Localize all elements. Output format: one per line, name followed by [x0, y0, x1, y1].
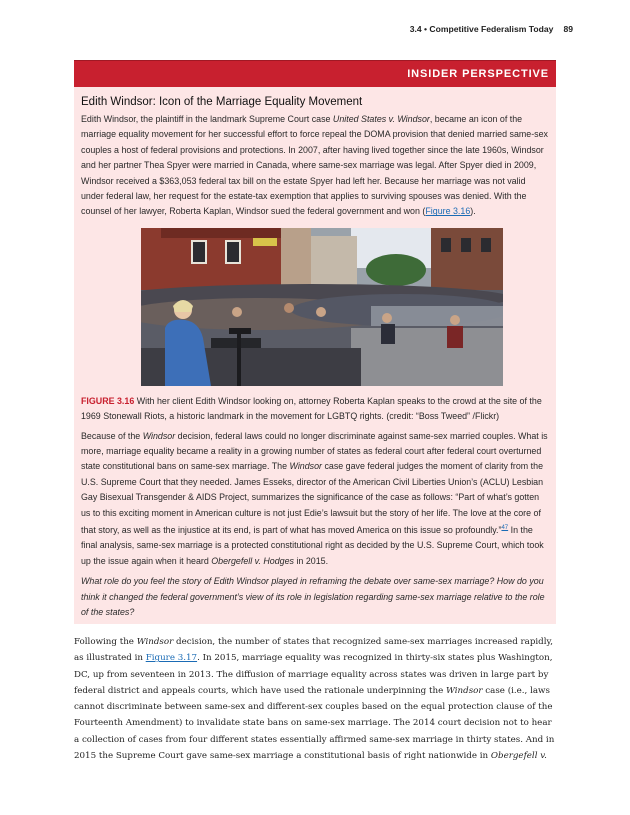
insider-perspective-box: [74, 60, 556, 624]
box-label: INSIDER PERSPECTIVE: [74, 60, 556, 87]
running-header: [410, 24, 573, 34]
figure-3-16-link[interactable]: Figure 3.16: [425, 206, 471, 217]
figure-caption: FIGURE 3.16 With her client Edith Windsor looking on, attorney Roberta Kaplan speaks to the crowd at the site of the 1969 Stonewall Riots, a historic landmark in the movement for LGBTQ rights. (credit: “Boss Tweed” /Flickr): [81, 395, 542, 422]
section-title: 3.4 • Competitive Federalism Today: [409, 24, 554, 34]
box-title: Edith Windsor: Icon of the Marriage Equality Movement: [81, 96, 363, 108]
figure-3-17-link[interactable]: Figure 3.17: [145, 653, 198, 664]
figure-label: FIGURE 3.16: [81, 395, 135, 406]
footnote-47-link[interactable]: 47: [501, 525, 509, 532]
discussion-question: What role do you feel the story of Edith Windsor played in reframing the debate over same-sex marriage? How do you think it changed the federal government’s view of its role in legislation regarding same-sex marriage relative to the role of the states?: [81, 576, 545, 618]
box-paragraph-1: Edith Windsor, the plaintiff in the landmark Supreme Court case United States v. Windsor, became an icon of the marriage equality movement for her successful effort to force repeal the DOMA provision that denied married same-sex couples a host of federal provisions and protections. In 2007, after having lived together since the late 1960s, Windsor and her partner Thea Spyer were married in Canada, where same-sex marriage was legal. After Spyer died in 2009, Windsor received a $363,053 federal tax bill on the estate Spyer had left her. Because her marriage was not valid under federal law, her request for the estate-tax exemption that applies to surviving spouses was denied. With the counsel of her lawyer, Roberta Kaplan, Windsor sued the federal government and won (Figure 3.16).: [81, 114, 548, 217]
page-number: 89: [563, 24, 573, 34]
stonewall-rally-photo: [141, 228, 503, 386]
box-paragraph-2: Because of the Windsor decision, federal laws could no longer discriminate against same-sex married couples. What is more, marriage equality became a reality in a growing number of states as federal court after federal court overturned state constitutional bans on same-sex marriage. The Windsor case gave federal judges the moment of clarity from the U.S. Supreme Court that they needed. James Esseks, director of the American Civil Liberties Union’s (ACLU) Lesbian Gay Bisexual Transgender & AIDS Project, summarizes the significance of the case as follows: “Part of what’s gotten us to this exciting moment in American culture is not just Edie’s lawsuit but the story of her life. The love at the core of that story, as well as the injustice at its end, is part of what has moved America on this issue so profoundly.”$^{47}$ In the final analysis, same-sex marriage is a protected constitutional right as decided by the U.S. Supreme Court, which took up the issue again when it heard Obergefell v. Hodges in 2015.: [81, 430, 548, 566]
body-paragraph: Following the Windsor decision, the number of states that recognized same-sex marriages increased rapidly, as illustrated in Figure 3.17. In 2015, marriage equality was recognized in thirty-six states plus Washington, DC, up from seventeen in 2013. The diffusion of marriage equality across states was driven in large part by federal district and appeals courts, which have used the rationale underpinning the Windsor case (i.e., laws cannot discriminate between same-sex and different-sex couples based on the equal protection clause of the Fourteenth Amendment) to invalidate state bans on same-sex marriage. The 2014 court decision not to hear a collection of cases from four different states essentially affirmed same-sex marriage in thirty states. And in 2015 the Supreme Court gave same-sex marriage a constitutional basis of right nationwide in Obergefell v.: [74, 637, 555, 762]
case-name: United States v. Windsor: [332, 114, 430, 124]
